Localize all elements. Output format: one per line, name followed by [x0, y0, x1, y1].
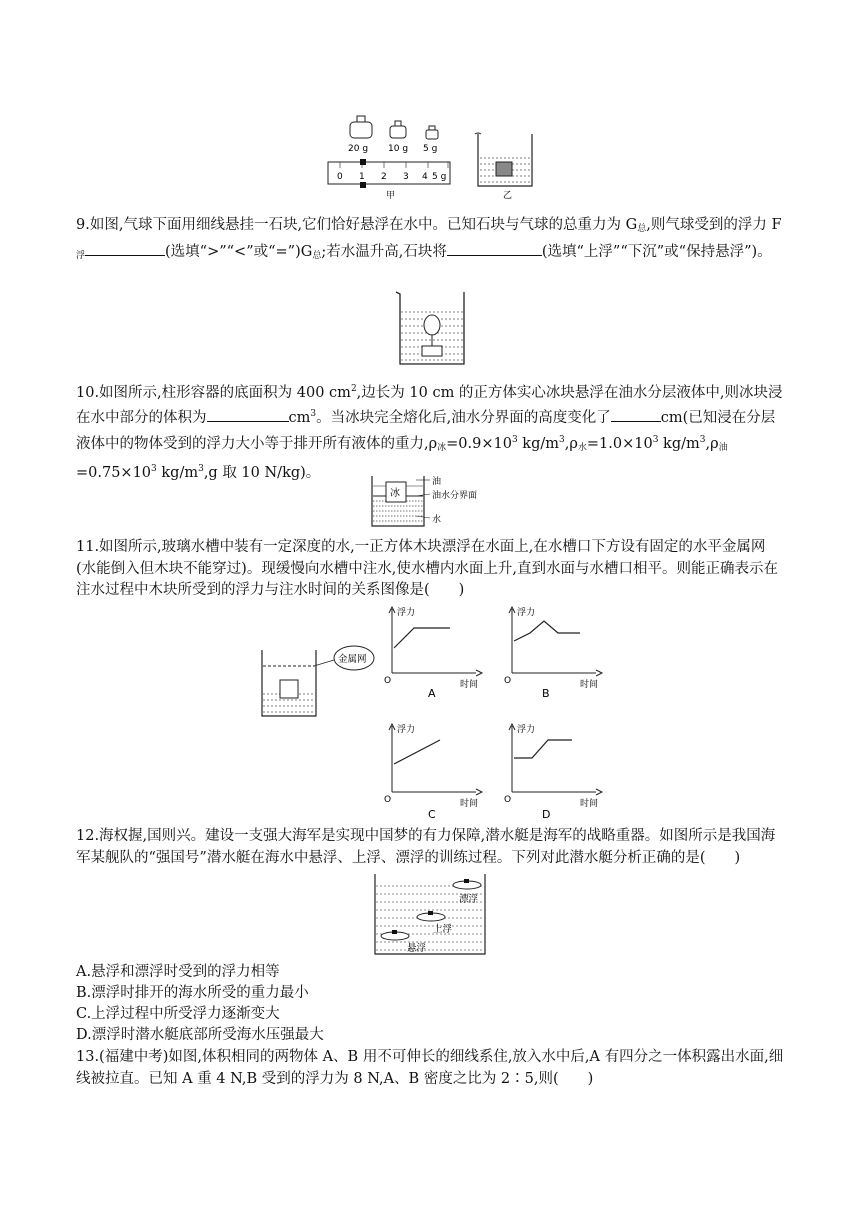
q10-text-8a: ,ρ: [564, 435, 578, 452]
q10-text-7c: kg/m: [156, 464, 199, 481]
q10-text-1: 10.如图所示,柱形容器的底面积为 400 cm: [76, 384, 351, 401]
q9-blank-2[interactable]: [447, 241, 542, 256]
q12-choice-b[interactable]: B.漂浮时排开的海水所受的重力最小: [76, 985, 309, 1001]
graph-c-curve: [394, 740, 440, 764]
graph-d-ylabel: 浮力: [517, 725, 536, 735]
q12-text: 12.海权握,国则兴。建设一支强大海军是实现中国梦的有力保障,潜水艇是海军的战略重器。如图所示是我国海军某舰队的“强国号”潜水艇在海水中悬浮、上浮、漂浮的训练过程。下列对此潜水艇分析正确的是( ): [76, 828, 776, 866]
q10-sub-bing: 冰: [437, 442, 447, 453]
graph-a-curve: [394, 628, 450, 648]
figure-submarine: [371, 872, 491, 958]
question-11: [76, 537, 784, 602]
label-rise: 上浮: [433, 924, 453, 935]
q12-choice-c[interactable]: C.上浮过程中所受浮力逐渐变大: [76, 1006, 280, 1022]
graph-a-origin: O: [384, 676, 392, 686]
graph-option-d: [500, 720, 610, 820]
graph-b-origin: O: [504, 676, 512, 686]
q10-text-7a: kg/m: [517, 435, 560, 452]
graph-d-curve: [514, 740, 572, 758]
q9-text-5: (选填“上浮”“下沉”或“保持悬浮”)。: [541, 243, 772, 260]
q9-text-4: ;若水温升高,石块将: [321, 243, 447, 260]
question-9: [76, 215, 784, 267]
scale-tick-3: 3: [403, 172, 409, 182]
question-12: [76, 826, 784, 869]
q10-sup-3g: 3: [198, 463, 204, 474]
q10-sup-3b: 3: [511, 434, 518, 445]
graph-c-xlabel: 时间: [460, 799, 479, 809]
question-10: [76, 379, 784, 484]
q10-sup-3a: 3: [310, 409, 317, 420]
water-label: 水: [432, 515, 442, 525]
q9-blank-1[interactable]: [85, 241, 165, 256]
q9-text-2: ,则气球受到的浮力 F: [646, 217, 782, 233]
label-yi: 乙: [503, 191, 513, 201]
q9-text-3: (选填“>”“<”或“=”)G: [165, 243, 313, 260]
q10-blank-2[interactable]: [611, 407, 661, 422]
graph-a-label: A: [428, 687, 436, 699]
question-13: [76, 1047, 784, 1090]
oil-label: 油: [432, 477, 442, 487]
interface-label: 油水分界面: [432, 491, 478, 501]
label-suspend: 悬浮: [407, 943, 427, 954]
weight-5g-icon: [426, 126, 438, 139]
rider-top: [360, 159, 366, 165]
figure-ice-container: [366, 472, 506, 530]
q10-text-6: =0.9×10: [446, 435, 512, 452]
q10-text-4: 。当冰块完全熔化后,油水分界面的高度变化了: [316, 410, 611, 427]
q12-choice-d[interactable]: D.漂浮时潜水艇底部所受海水压强最大: [76, 1027, 324, 1043]
balloon-icon: [424, 315, 440, 335]
graph-option-b: [500, 603, 610, 699]
label-float: 漂浮: [459, 894, 479, 905]
q10-text-8b: ,ρ: [705, 435, 719, 452]
stone-icon: [422, 346, 442, 356]
scale-tick-4: 4: [422, 172, 428, 182]
graph-b-label: B: [542, 687, 550, 699]
q10-text-2: ,边长为 10 cm 的正方体实心冰块悬浮在油水分层液体中,则冰块浸在水中部分的体积为: [76, 384, 783, 427]
graph-d-xlabel: 时间: [580, 799, 599, 809]
scale-tick-1: 1: [359, 172, 365, 182]
q9-text-1: 9.如图,气球下面用细线悬挂一石块,它们恰好悬浮在水中。已知石块与气球的总重力为 G: [76, 217, 638, 233]
wood-block-icon: [280, 680, 298, 698]
q12-choice-a[interactable]: A.悬浮和漂浮时受到的浮力相等: [76, 964, 280, 980]
q9-sub-zong: 总: [637, 224, 647, 234]
metal-net-label: 金属网: [338, 654, 367, 665]
q10-sub-you: 油: [718, 442, 728, 453]
q10-sup-3f: 3: [151, 463, 157, 474]
weight-10g-label: 10 g: [388, 144, 409, 154]
graph-b-curve: [514, 621, 580, 641]
figure-balloon-beaker: [390, 288, 470, 368]
q10-sub-shui: 水: [577, 442, 587, 453]
graph-c-label: C: [428, 808, 436, 820]
q10-text-5: cm(已知浸在分层液体中的物体受到的浮力大小等于排开所有液体的重力,ρ: [76, 410, 776, 452]
q10-text-3: cm: [288, 410, 311, 427]
q10-text-11: ,g 取 10 N/kg)。: [203, 464, 321, 481]
scale-tick-0: 0: [337, 172, 343, 182]
graph-c-ylabel: 浮力: [397, 725, 416, 735]
graph-c-origin: O: [384, 795, 392, 805]
label-jia: 甲: [386, 191, 396, 201]
q10-sup-2: 2: [350, 384, 357, 394]
figure-weights-and-beaker: [320, 112, 550, 202]
weight-10g-icon: [390, 121, 406, 138]
q10-sup-3e: 3: [699, 434, 706, 445]
beaker-yi-icon: [475, 133, 532, 186]
q10-sup-3c: 3: [559, 434, 565, 445]
q10-text-9: =1.0×10: [586, 435, 653, 452]
graph-d-label: D: [542, 808, 551, 820]
q13-text: 13.(福建中考)如图,体积相同的两物体 A、B 用不可伸长的细线系住,放入水中后,A 有四分之一体积露出水面,细线被拉直。已知 A 重 4 N,B 受到的浮力为 8 N,A、B 密度之比为 2∶5,则( ): [76, 1049, 784, 1087]
scale-tick-5: 5 g: [432, 172, 447, 182]
scale-tick-2: 2: [381, 172, 387, 182]
q10-blank-1[interactable]: [207, 407, 289, 422]
weight-20g-icon: [350, 116, 372, 138]
graph-a-ylabel: 浮力: [397, 608, 416, 618]
figure-water-tank: [258, 640, 378, 722]
q10-text-10: =0.75×10: [76, 464, 152, 481]
graph-a-xlabel: 时间: [460, 680, 479, 690]
graph-b-ylabel: 浮力: [517, 608, 536, 618]
weight-20g-label: 20 g: [348, 144, 369, 154]
weight-5g-label: 5 g: [423, 144, 438, 154]
q10-sup-3d: 3: [652, 434, 659, 445]
q10-text-7b: kg/m: [658, 435, 700, 452]
graph-b-xlabel: 时间: [580, 680, 599, 690]
q9-sub-zong-2: 总: [312, 250, 322, 261]
graph-option-c: [380, 720, 490, 820]
ice-label: 冰: [390, 488, 400, 499]
graph-option-a: [380, 603, 490, 699]
q11-text: 11.如图所示,玻璃水槽中装有一定深度的水,一正方体木块漂浮在水面上,在水槽口下方设有固定的水平金属网(水能倒入但木块不能穿过)。现缓慢向水槽中注水,使水槽内水面上升,直到水面与水槽口相平。则能正确表示在注水过程中木块所受到的浮力与注水时间的关系图像是( ): [76, 539, 779, 598]
q9-sub-fu: 浮: [76, 250, 86, 261]
graph-d-origin: O: [504, 795, 512, 805]
rider-bottom: [360, 182, 366, 188]
